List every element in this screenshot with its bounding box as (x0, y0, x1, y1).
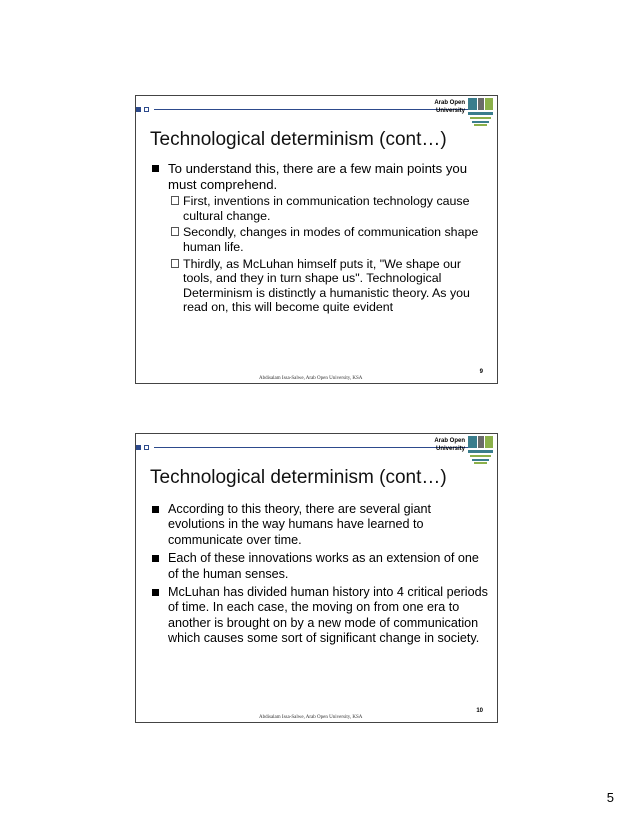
bullet-item: McLuhan has divided human history into 4 critical periods of time. In each case, the moving on from one era to another is brought on by a new mode of communication which causes some sort of significant change in society. (150, 585, 490, 647)
page-number: 5 (606, 790, 614, 805)
square-bullet-icon (152, 589, 159, 596)
empty-box-icon (171, 227, 179, 236)
slide-9 (135, 95, 498, 384)
bullet-list (150, 502, 490, 647)
square-bullet-icon (152, 555, 159, 562)
slide-number: 10 (476, 708, 483, 714)
university-name: Arab Open University (434, 100, 465, 114)
slide-header-bar (136, 107, 473, 112)
sub-bullet-item: First, inventions in communication technology cause cultural change. (150, 194, 490, 223)
bullet-list (150, 161, 490, 315)
bullet-item: According to this theory, there are several giant evolutions in the way humans have learned to communicate over time. (150, 502, 490, 548)
university-logo-icon (468, 436, 493, 465)
square-bullet-icon (152, 165, 159, 172)
empty-box-icon (171, 259, 179, 268)
university-logo-icon (468, 98, 493, 127)
slide-footer: Abdisalam Issa-Salwe, Arab Open University, KSA (259, 376, 363, 381)
university-name: Arab Open University (434, 438, 465, 452)
slide-header-bar (136, 445, 473, 450)
sub-bullet-item: Thirdly, as McLuhan himself puts it, "We shape our tools, and they in turn shape us". Technological Determinism is distinctly a humanistic theory. As you read on, this will become quite evident (150, 257, 490, 315)
bullet-item: Each of these innovations works as an extension of one of the human senses. (150, 551, 490, 582)
slide-title: Technological determinism (cont…) (150, 129, 447, 150)
slide-title: Technological determinism (cont…) (150, 467, 447, 488)
square-bullet-icon (152, 506, 159, 513)
slide-number: 9 (479, 369, 483, 375)
bullet-item: To understand this, there are a few main points you must comprehend. (150, 161, 490, 192)
empty-box-icon (171, 196, 179, 205)
slide-10 (135, 433, 498, 723)
sub-bullet-item: Secondly, changes in modes of communication shape human life. (150, 225, 490, 254)
slide-footer: Abdisalam Issa-Salwe, Arab Open University, KSA (259, 715, 363, 720)
